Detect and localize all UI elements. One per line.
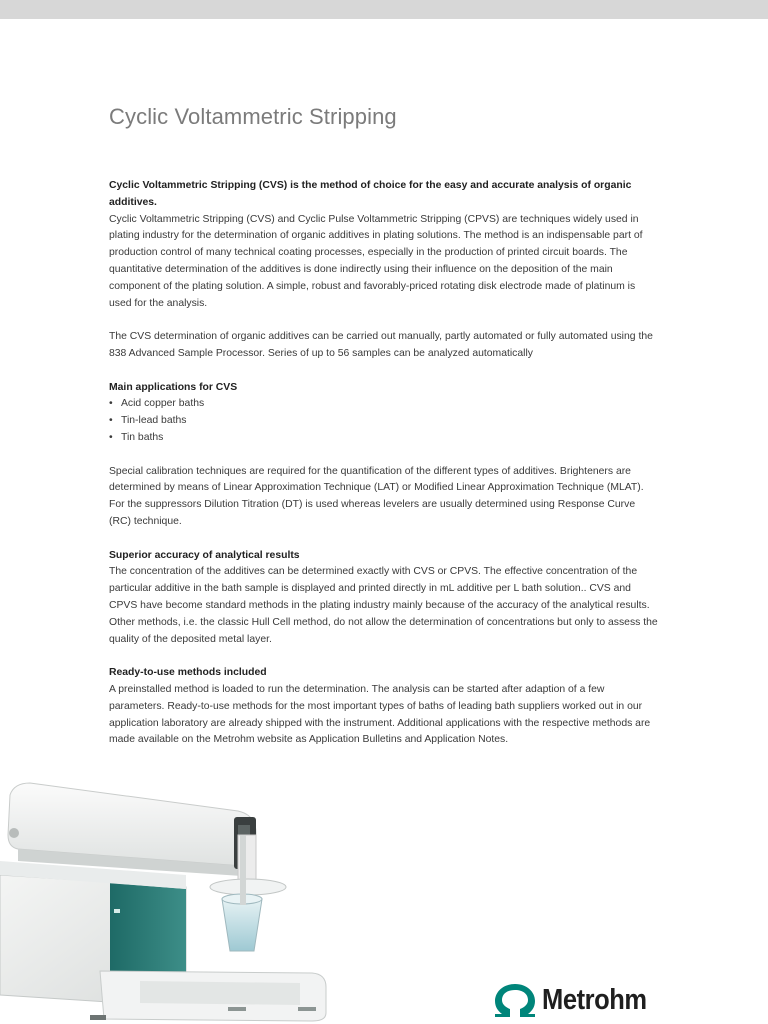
top-bar [0,0,768,19]
bullet-icon: • [109,431,113,443]
cvs-instrument-image [0,775,345,1024]
applications-list [109,396,659,446]
bullet-icon: • [109,398,113,410]
list-item [109,396,659,413]
accuracy-heading: Superior accuracy of analytical results [109,549,300,561]
list-item-label: Acid copper baths [121,398,205,410]
list-item-label: Tin-lead baths [121,415,187,427]
metrohm-omega-icon [492,982,538,1018]
methods-heading: Ready-to-use methods included [109,667,267,679]
intro-lead: Cyclic Voltammetric Stripping (CVS) is the method of choice for the easy and accurate analysis of organic additives. [109,180,632,208]
intro-paragraph-2: The CVS determination of organic additives can be carried out manually, partly automated or fully automated using the 838 Advanced Sample Processor. Series of up to 56 samples can be analyzed automatically [109,331,653,359]
page-title: Cyclic Voltammetric Stripping [109,104,397,129]
applications-heading: Main applications for CVS [109,381,238,393]
list-item-label: Tin baths [121,431,164,443]
methods-paragraph: A preinstalled method is loaded to run the determination. The analysis can be started after adaption of a few parameters. Ready-to-use methods for the most important types of baths of leading bath suppliers worked out in our application laboratory are already shipped with the instrument. Additional applications with the respective methods are made available on the Metrohm website as Application Bulletins and Application Notes. [109,683,651,746]
metrohm-logo-text: Metrohm [542,983,647,1016]
list-item [109,430,659,447]
document-body [109,178,659,749]
intro-paragraph-1: Cyclic Voltammetric Stripping (CVS) and Cyclic Pulse Voltammetric Stripping (CPVS) are techniques widely used in plating industry for the determination of organic additives in plating solutions. The method is an indispensable part of production control of many technical coating processes, especially in the production of printed circuit boards. The quantitative determination of the additives is done indirectly using their influence on the deposition of the main component of the plating solution. A simple, robust and favorably-priced rotating disk electrode made of platinum is used for the analysis. [109,213,643,309]
list-item [109,413,659,430]
applications-paragraph: Special calibration techniques are required for the quantification of the different types of additives. Brighteners are determined by means of Linear Approximation Technique (LAT) or Modified Linear Approximation Technique (MLAT). For the suppressors Dilution Titration (DT) is used whereas levelers are usually determined using Response Curve (RC) technique. [109,465,644,527]
accuracy-paragraph: The concentration of the additives can be determined exactly with CVS or CPVS. The effective concentration of the particular additive in the bath sample is displayed and printed directly in mL additive per L bath solution.. CVS and CPVS have become standard methods in the plating industry mainly because of the accuracy of the analytical results. Other methods, i.e. the classic Hull Cell method, do not allow the determination of concentrations but only to assess the quality of the deposited metal layer. [109,566,658,645]
bullet-icon: • [109,415,113,427]
metrohm-logo [492,980,661,1020]
